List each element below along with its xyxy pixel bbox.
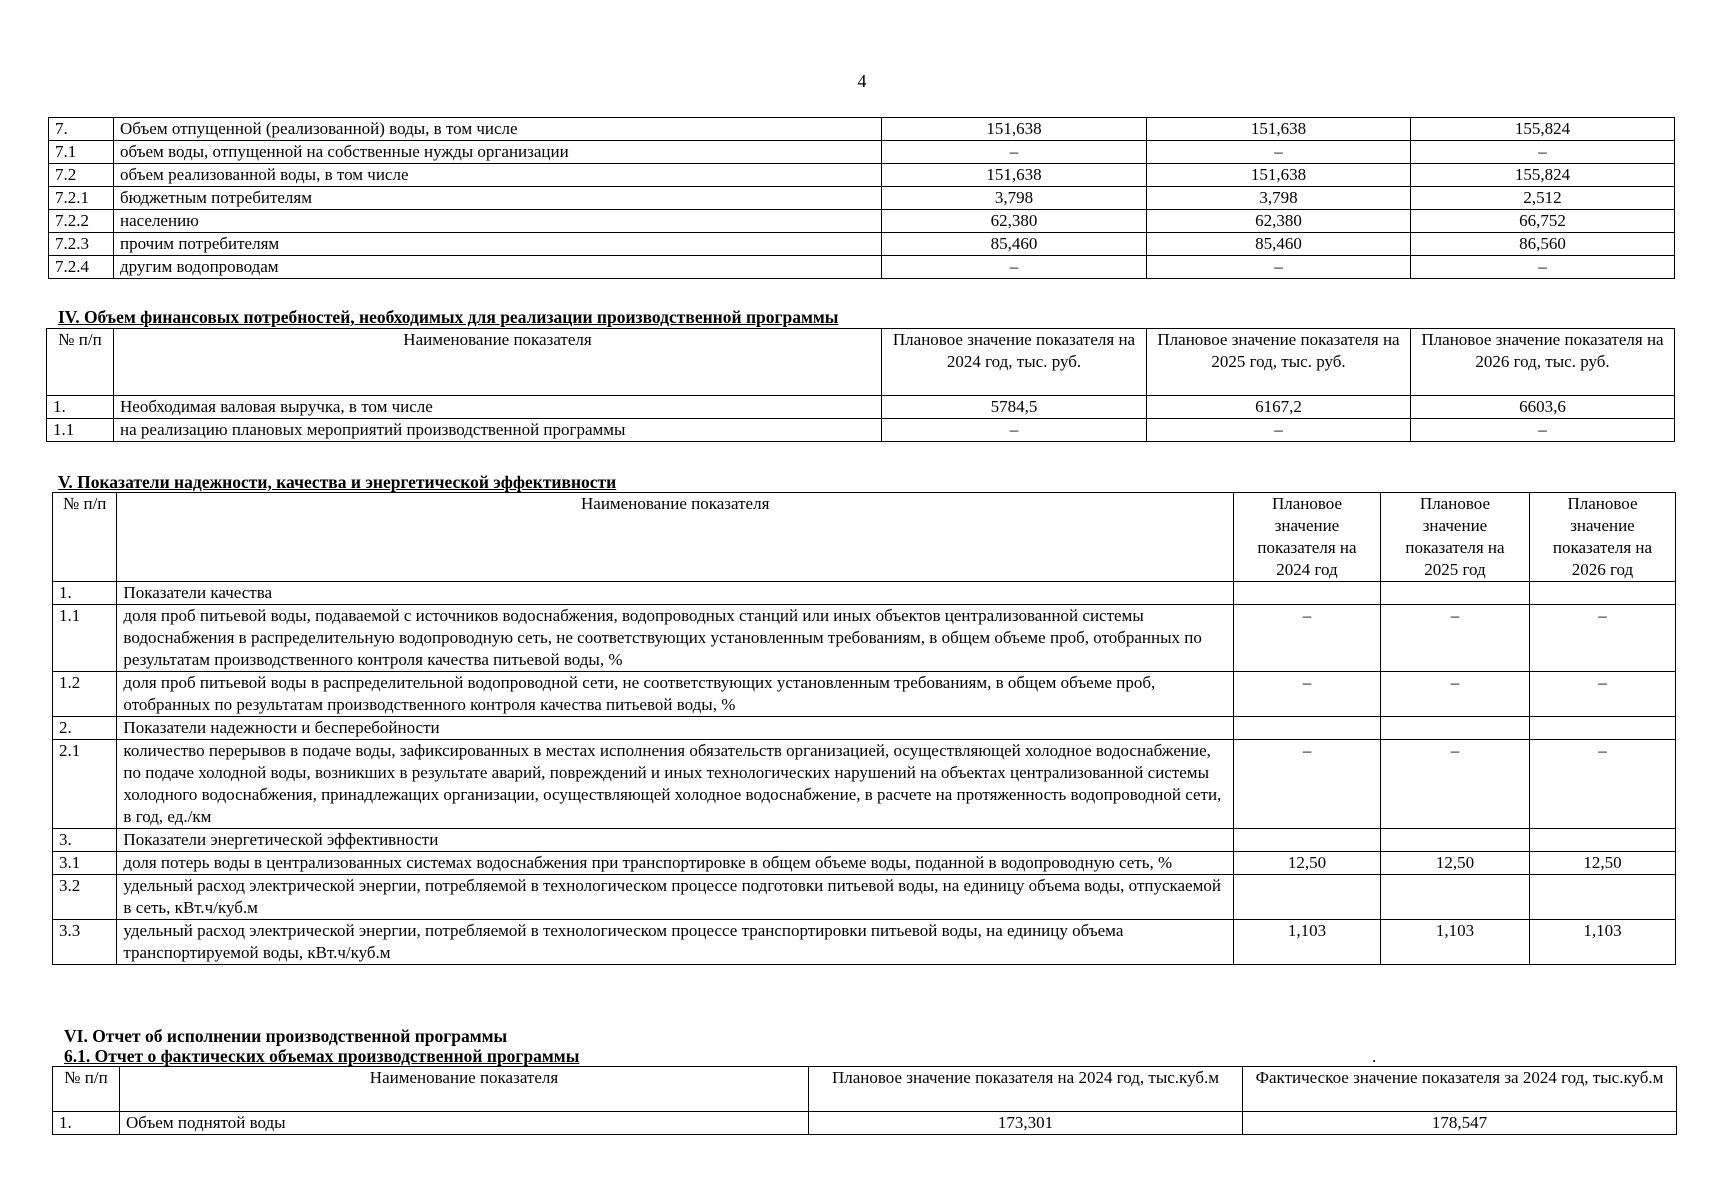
cell-name: доля потерь воды в централизованных системах водоснабжения при транспортировке в общем объеме воды, поданной в водопроводную сеть, %	[117, 852, 1234, 875]
cell-num: 7.2.3	[49, 233, 114, 256]
cell-v2026: –	[1411, 141, 1675, 164]
page-number: 4	[857, 71, 867, 91]
table-row	[53, 1112, 1677, 1135]
table-row	[53, 740, 1676, 829]
header-2025: Плановое значение показателя на 2025 год, тыс. руб.	[1147, 329, 1411, 396]
cell-num: 3.2	[53, 875, 117, 920]
cell-name: объем реализованной воды, в том числе	[114, 164, 882, 187]
cell-v2025: –	[1147, 256, 1411, 279]
cell-v2026: –	[1411, 256, 1675, 279]
cell-v2025	[1380, 829, 1529, 852]
actual-volumes-table-body	[53, 1112, 1677, 1135]
reliability-table	[52, 492, 1676, 965]
cell-num: 1.	[47, 396, 114, 419]
financial-needs-table-body	[47, 396, 1675, 442]
cell-v2025: 62,380	[1147, 210, 1411, 233]
cell-v2025: 12,50	[1380, 852, 1529, 875]
cell-v2025: 1,103	[1380, 920, 1529, 965]
cell-num: 7.	[49, 118, 114, 141]
header-name: Наименование показателя	[114, 329, 882, 396]
table-header-row	[47, 329, 1675, 396]
cell-v2025: –	[1380, 740, 1529, 829]
table-row	[53, 852, 1676, 875]
cell-v2024: –	[1233, 672, 1380, 717]
header-num: № п/п	[53, 1067, 120, 1112]
table-row	[53, 829, 1676, 852]
cell-name: прочим потребителям	[114, 233, 882, 256]
cell-name: Показатели качества	[117, 582, 1234, 605]
cell-num: 3.1	[53, 852, 117, 875]
cell-num: 7.2.2	[49, 210, 114, 233]
cell-v2026	[1529, 582, 1675, 605]
cell-v2024	[1233, 829, 1380, 852]
cell-name: объем воды, отпущенной на собственные нужды организации	[114, 141, 882, 164]
cell-name: удельный расход электрической энергии, потребляемой в технологическом процессе подготовки питьевой воды, на единицу объема воды, отпускаемой в сеть, кВт.ч/куб.м	[117, 875, 1234, 920]
table-row	[49, 187, 1675, 210]
cell-v2024: –	[1233, 605, 1380, 672]
reliability-table-body	[53, 582, 1676, 965]
table-row	[49, 141, 1675, 164]
header-name: Наименование показателя	[120, 1067, 809, 1112]
cell-v2026	[1529, 875, 1675, 920]
section-6-1-title	[64, 1045, 579, 1068]
cell-name: количество перерывов в подаче воды, зафиксированных в местах исполнения обязательств организацией, осуществляющей холодное водоснабжение, по подаче холодной воды, возникших в результате аварий, повреждений и иных технологических нарушений на объектах централизованной системы холодного водоснабжения, принадлежащих организации, осуществляющей холодное водоснабжение, в расчете на протяженность водопроводной сети, в год, ед./км	[117, 740, 1234, 829]
cell-fact: 178,547	[1243, 1112, 1677, 1135]
cell-v2024	[1233, 582, 1380, 605]
table-row	[53, 582, 1676, 605]
cell-v2024: –	[1233, 740, 1380, 829]
header-num: № п/п	[53, 493, 117, 582]
cell-v2026: –	[1411, 419, 1675, 442]
cell-name: другим водопроводам	[114, 256, 882, 279]
cell-name: Необходимая валовая выручка, в том числе	[114, 396, 882, 419]
header-2026: Плановое значение показателя на 2026 год	[1529, 493, 1675, 582]
cell-v2025: 3,798	[1147, 187, 1411, 210]
cell-v2025: 85,460	[1147, 233, 1411, 256]
cell-v2025: –	[1380, 672, 1529, 717]
cell-num: 2.1	[53, 740, 117, 829]
cell-name: Объем отпущенной (реализованной) воды, в том числе	[114, 118, 882, 141]
cell-v2025: –	[1147, 141, 1411, 164]
cell-v2024: 12,50	[1233, 852, 1380, 875]
cell-v2025: 151,638	[1147, 164, 1411, 187]
cell-v2024: –	[882, 256, 1147, 279]
table-header-row	[53, 1067, 1677, 1112]
cell-v2026: 12,50	[1529, 852, 1675, 875]
header-name: Наименование показателя	[117, 493, 1234, 582]
cell-name: удельный расход электрической энергии, потребляемой в технологическом процессе транспортировки питьевой воды, на единицу объема транспортируемой воды, кВт.ч/куб.м	[117, 920, 1234, 965]
section-6-title: VI. Отчет об исполнении производственной программы	[64, 1026, 508, 1046]
cell-name: доля проб питьевой воды в распределительной водопроводной сети, не соответствующих установленным требованиям, в общем объеме проб, отобранных по результатам производственного контроля качества питьевой воды, %	[117, 672, 1234, 717]
cell-v2026: 6603,6	[1411, 396, 1675, 419]
cell-v2026: –	[1529, 672, 1675, 717]
cell-num: 1.1	[53, 605, 117, 672]
cell-v2026: 155,824	[1411, 164, 1675, 187]
cell-num: 7.1	[49, 141, 114, 164]
table-row	[49, 164, 1675, 187]
cell-num: 1.2	[53, 672, 117, 717]
table-row	[49, 233, 1675, 256]
table-row	[49, 118, 1675, 141]
cell-v2026	[1529, 717, 1675, 740]
cell-num: 1.	[53, 1112, 120, 1135]
table-row	[53, 672, 1676, 717]
section-6-1-title-text: 6.1. Отчет о фактических объемах производственной программы	[64, 1046, 580, 1066]
table-row	[53, 605, 1676, 672]
header-num: № п/п	[47, 329, 114, 396]
cell-num: 7.2	[49, 164, 114, 187]
section-5-title-text: V. Показатели надежности, качества и энергетической эффективности	[58, 472, 617, 492]
table-row	[53, 875, 1676, 920]
cell-num: 3.	[53, 829, 117, 852]
table-row	[47, 419, 1675, 442]
section-5-title	[58, 471, 616, 494]
cell-v2024: –	[882, 141, 1147, 164]
cell-num: 1.	[53, 582, 117, 605]
cell-v2026: –	[1529, 605, 1675, 672]
cell-v2026: 86,560	[1411, 233, 1675, 256]
cell-v2026: 2,512	[1411, 187, 1675, 210]
header-plan: Плановое значение показателя на 2024 год, тыс.куб.м	[809, 1067, 1243, 1112]
cell-v2025	[1380, 875, 1529, 920]
table-header-row	[53, 493, 1676, 582]
cell-num: 1.1	[47, 419, 114, 442]
cell-v2024	[1233, 717, 1380, 740]
cell-v2026: 66,752	[1411, 210, 1675, 233]
stray-dot: .	[1372, 1047, 1377, 1066]
cell-v2025: 6167,2	[1147, 396, 1411, 419]
cell-num: 7.2.1	[49, 187, 114, 210]
cell-v2024: 85,460	[882, 233, 1147, 256]
cell-v2026: 155,824	[1411, 118, 1675, 141]
section-4-title	[58, 306, 838, 329]
table-row	[49, 210, 1675, 233]
cell-num: 7.2.4	[49, 256, 114, 279]
cell-name: Показатели энергетической эффективности	[117, 829, 1234, 852]
financial-needs-table	[46, 328, 1675, 442]
cell-v2024: –	[882, 419, 1147, 442]
cell-v2025	[1380, 582, 1529, 605]
cell-name: Объем поднятой воды	[120, 1112, 809, 1135]
cell-name: населению	[114, 210, 882, 233]
cell-v2024	[1233, 875, 1380, 920]
cell-plan: 173,301	[809, 1112, 1243, 1135]
cell-v2024: 62,380	[882, 210, 1147, 233]
table-row	[53, 920, 1676, 965]
cell-name: на реализацию плановых мероприятий производственной программы	[114, 419, 882, 442]
header-2026: Плановое значение показателя на 2026 год, тыс. руб.	[1411, 329, 1675, 396]
cell-num: 3.3	[53, 920, 117, 965]
header-fact: Фактическое значение показателя за 2024 год, тыс.куб.м	[1243, 1067, 1677, 1112]
water-volume-table	[48, 117, 1675, 279]
cell-name: доля проб питьевой воды, подаваемой с источников водоснабжения, водопроводных станций или иных объектов централизованной системы водоснабжения в распределительную водопроводную сеть, не соответствующих установленным требованиям, в общем объеме проб, отобранных по результатам производственного контроля качества питьевой воды, %	[117, 605, 1234, 672]
table-row	[47, 396, 1675, 419]
cell-num: 2.	[53, 717, 117, 740]
cell-v2024: 1,103	[1233, 920, 1380, 965]
section-4-title-text: IV. Объем финансовых потребностей, необходимых для реализации производственной программы	[58, 307, 839, 327]
header-2024: Плановое значение показателя на 2024 год	[1233, 493, 1380, 582]
table-row	[53, 717, 1676, 740]
cell-v2026: –	[1529, 740, 1675, 829]
header-2024: Плановое значение показателя на 2024 год, тыс. руб.	[882, 329, 1147, 396]
cell-name: Показатели надежности и бесперебойности	[117, 717, 1234, 740]
cell-v2024: 5784,5	[882, 396, 1147, 419]
cell-v2024: 3,798	[882, 187, 1147, 210]
table-row	[49, 256, 1675, 279]
water-volume-table-body	[49, 118, 1675, 279]
cell-v2024: 151,638	[882, 118, 1147, 141]
cell-name: бюджетным потребителям	[114, 187, 882, 210]
cell-v2025: 151,638	[1147, 118, 1411, 141]
cell-v2025: –	[1147, 419, 1411, 442]
cell-v2025	[1380, 717, 1529, 740]
header-2025: Плановое значение показателя на 2025 год	[1380, 493, 1529, 582]
cell-v2026: 1,103	[1529, 920, 1675, 965]
actual-volumes-table	[52, 1066, 1677, 1135]
cell-v2025: –	[1380, 605, 1529, 672]
cell-v2026	[1529, 829, 1675, 852]
cell-v2024: 151,638	[882, 164, 1147, 187]
